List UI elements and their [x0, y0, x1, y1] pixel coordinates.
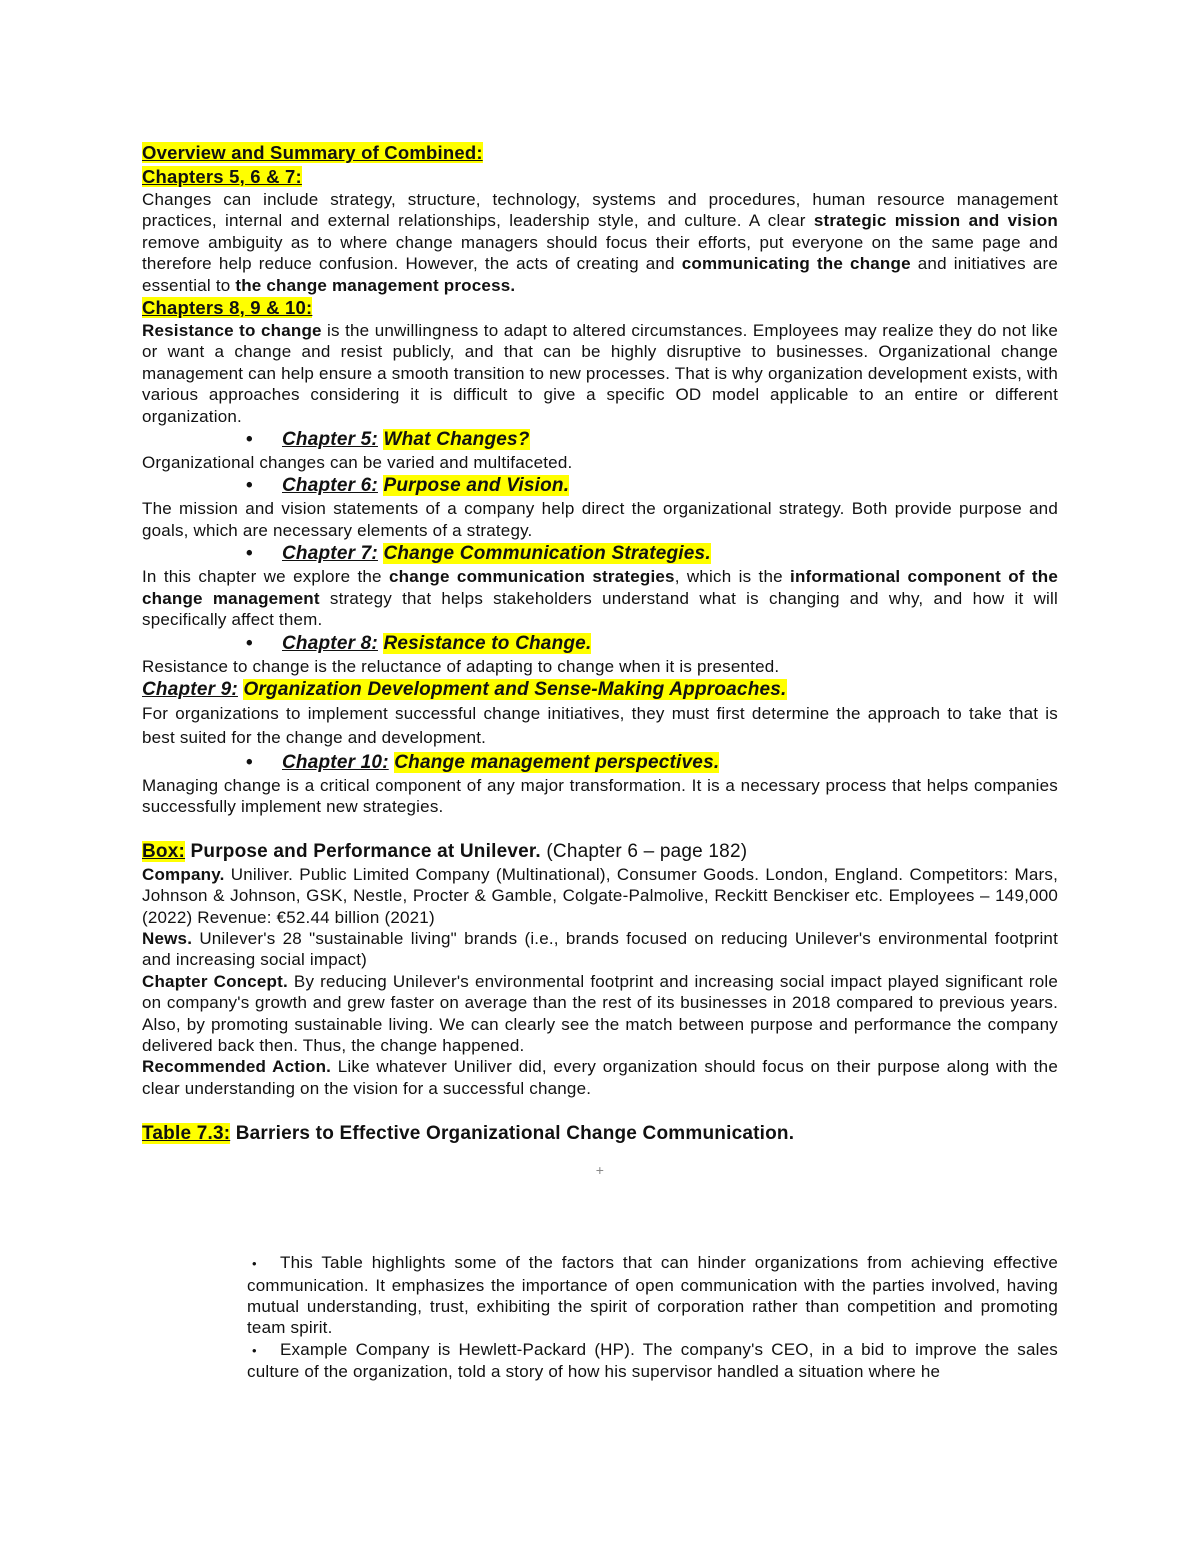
chapter-7-text: In this chapter we explore the change communication strategies, which is the informational component of the change management strategy that helps stakeholders understand what is changing and why, and how it will specifically affect them. — [142, 567, 1058, 630]
spacer — [142, 1099, 1058, 1121]
section-paragraph-chapters-8-10: Resistance to change is the unwillingness to adapt to altered circumstances. Employees may realize they do not like or want a change and resist publicly, and that can be highly disruptive to businesses. Organizational change management can help ensure a smooth transition to new processes. That is why organization development exists, with various approaches considering it is difficult to give a specific OD model applicable to an entire or different organization. — [142, 321, 1058, 426]
box-recommended-action: Recommended Action. Like whatever Uniliver did, every organization should focus on their purpose along with the clear understanding on the vision for a successful change. — [142, 1057, 1058, 1098]
chapter-10-heading: • Chapter 10: Change management perspectives. — [246, 751, 720, 773]
table-notes-list — [247, 1252, 1058, 1382]
list-item: • This Table highlights some of the factors that can hinder organizations from achieving effective communication. It emphasizes the importance of open communication with the parties involved, having mutual understanding, trust, exhibiting the spirit of corporation rather than competition and promoting team spirit. — [247, 1253, 1058, 1338]
document-page — [142, 141, 1058, 1383]
chapter-9-text: For organizations to implement successful change initiatives, they must first determine the approach to take that is best suited for the change and development. — [142, 703, 1058, 747]
box-heading: Box: Purpose and Performance at Unilever. (Chapter 6 – page 182) — [142, 840, 748, 862]
spacer — [142, 818, 1058, 840]
chapter-10-text: Managing change is a critical component of any major transformation. It is a necessary process that helps companies successfully implement new strategies. — [142, 775, 1058, 817]
overview-title: Overview and Summary of Combined: — [142, 142, 483, 163]
chapter-8-text: Resistance to change is the reluctance of adapting to change when it is presented. — [142, 656, 780, 676]
box-chapter-concept: Chapter Concept. By reducing Unilever's environmental footprint and increasing social impact played significant role on company's growth and grew faster on average than the rest of its businesses in 2018 compared to previous years. Also, by promoting sustainable living. We can clearly see the match between purpose and performance the company delivered back then. Thus, the change happened. — [142, 971, 1058, 1055]
chapter-7-heading: • Chapter 7: Change Communication Strategies. — [246, 543, 711, 565]
bullet-icon: • — [252, 1256, 257, 1272]
table-image-placeholder-icon: + — [595, 1162, 605, 1179]
chapter-6-heading: • Chapter 6: Purpose and Vision. — [246, 475, 570, 497]
bullet-icon: • — [246, 543, 253, 565]
bullet-icon: • — [246, 632, 253, 654]
chapter-6-text: The mission and vision statements of a company help direct the organizational strategy. Both provide purpose and goals, which are necessary elements of a strategy. — [142, 499, 1058, 540]
section-heading-chapters-5-7: Chapters 5, 6 & 7: — [142, 166, 302, 187]
bullet-icon: • — [252, 1342, 257, 1358]
chapter-8-heading: • Chapter 8: Resistance to Change. — [246, 632, 592, 654]
bullet-icon: • — [246, 475, 253, 497]
box-company: Company. Uniliver. Public Limited Company (Multinational), Consumer Goods. London, England. Competitors: Mars, Johnson & Johnson, GSK, Nestle, Procter & Gamble, Colgate-Palmolive, Reckitt Benckiser etc. Employees – 149,000 (2022) Revenue: €52.44 billion (2021) — [142, 864, 1058, 927]
list-item: • Example Company is Hewlett-Packard (HP). The company's CEO, in a bid to improve the sales culture of the organization, told a story of how his supervisor handled a situation where he — [247, 1339, 1058, 1382]
section-heading-chapters-8-10: Chapters 8, 9 & 10: — [142, 297, 313, 319]
bullet-icon: • — [246, 751, 253, 773]
section-paragraph-chapters-5-7: Changes can include strategy, structure, technology, systems and procedures, human resource management practices, internal and external relationships, leadership style, and culture. A clear strategic mission and vision remove ambiguity as to where change managers should focus their efforts, put everyone on the same page and therefore help reduce confusion. However, the acts of creating and communicating the change and initiatives are essential to the change management process. — [142, 190, 1059, 295]
chapter-9-heading: Chapter 9: Organization Development and Sense-Making Approaches. — [142, 678, 787, 700]
chapter-5-text: Organizational changes can be varied and multifaceted. — [142, 453, 573, 473]
bullet-icon: • — [246, 429, 253, 451]
box-news: News. Unilever's 28 "sustainable living" brands (i.e., brands focused on reducing Unilever's environmental footprint and increasing social impact) — [142, 928, 1058, 970]
chapter-5-heading: • Chapter 5: What Changes? — [246, 429, 530, 451]
table-heading: Table 7.3: Barriers to Effective Organizational Change Communication. — [142, 1123, 795, 1145]
